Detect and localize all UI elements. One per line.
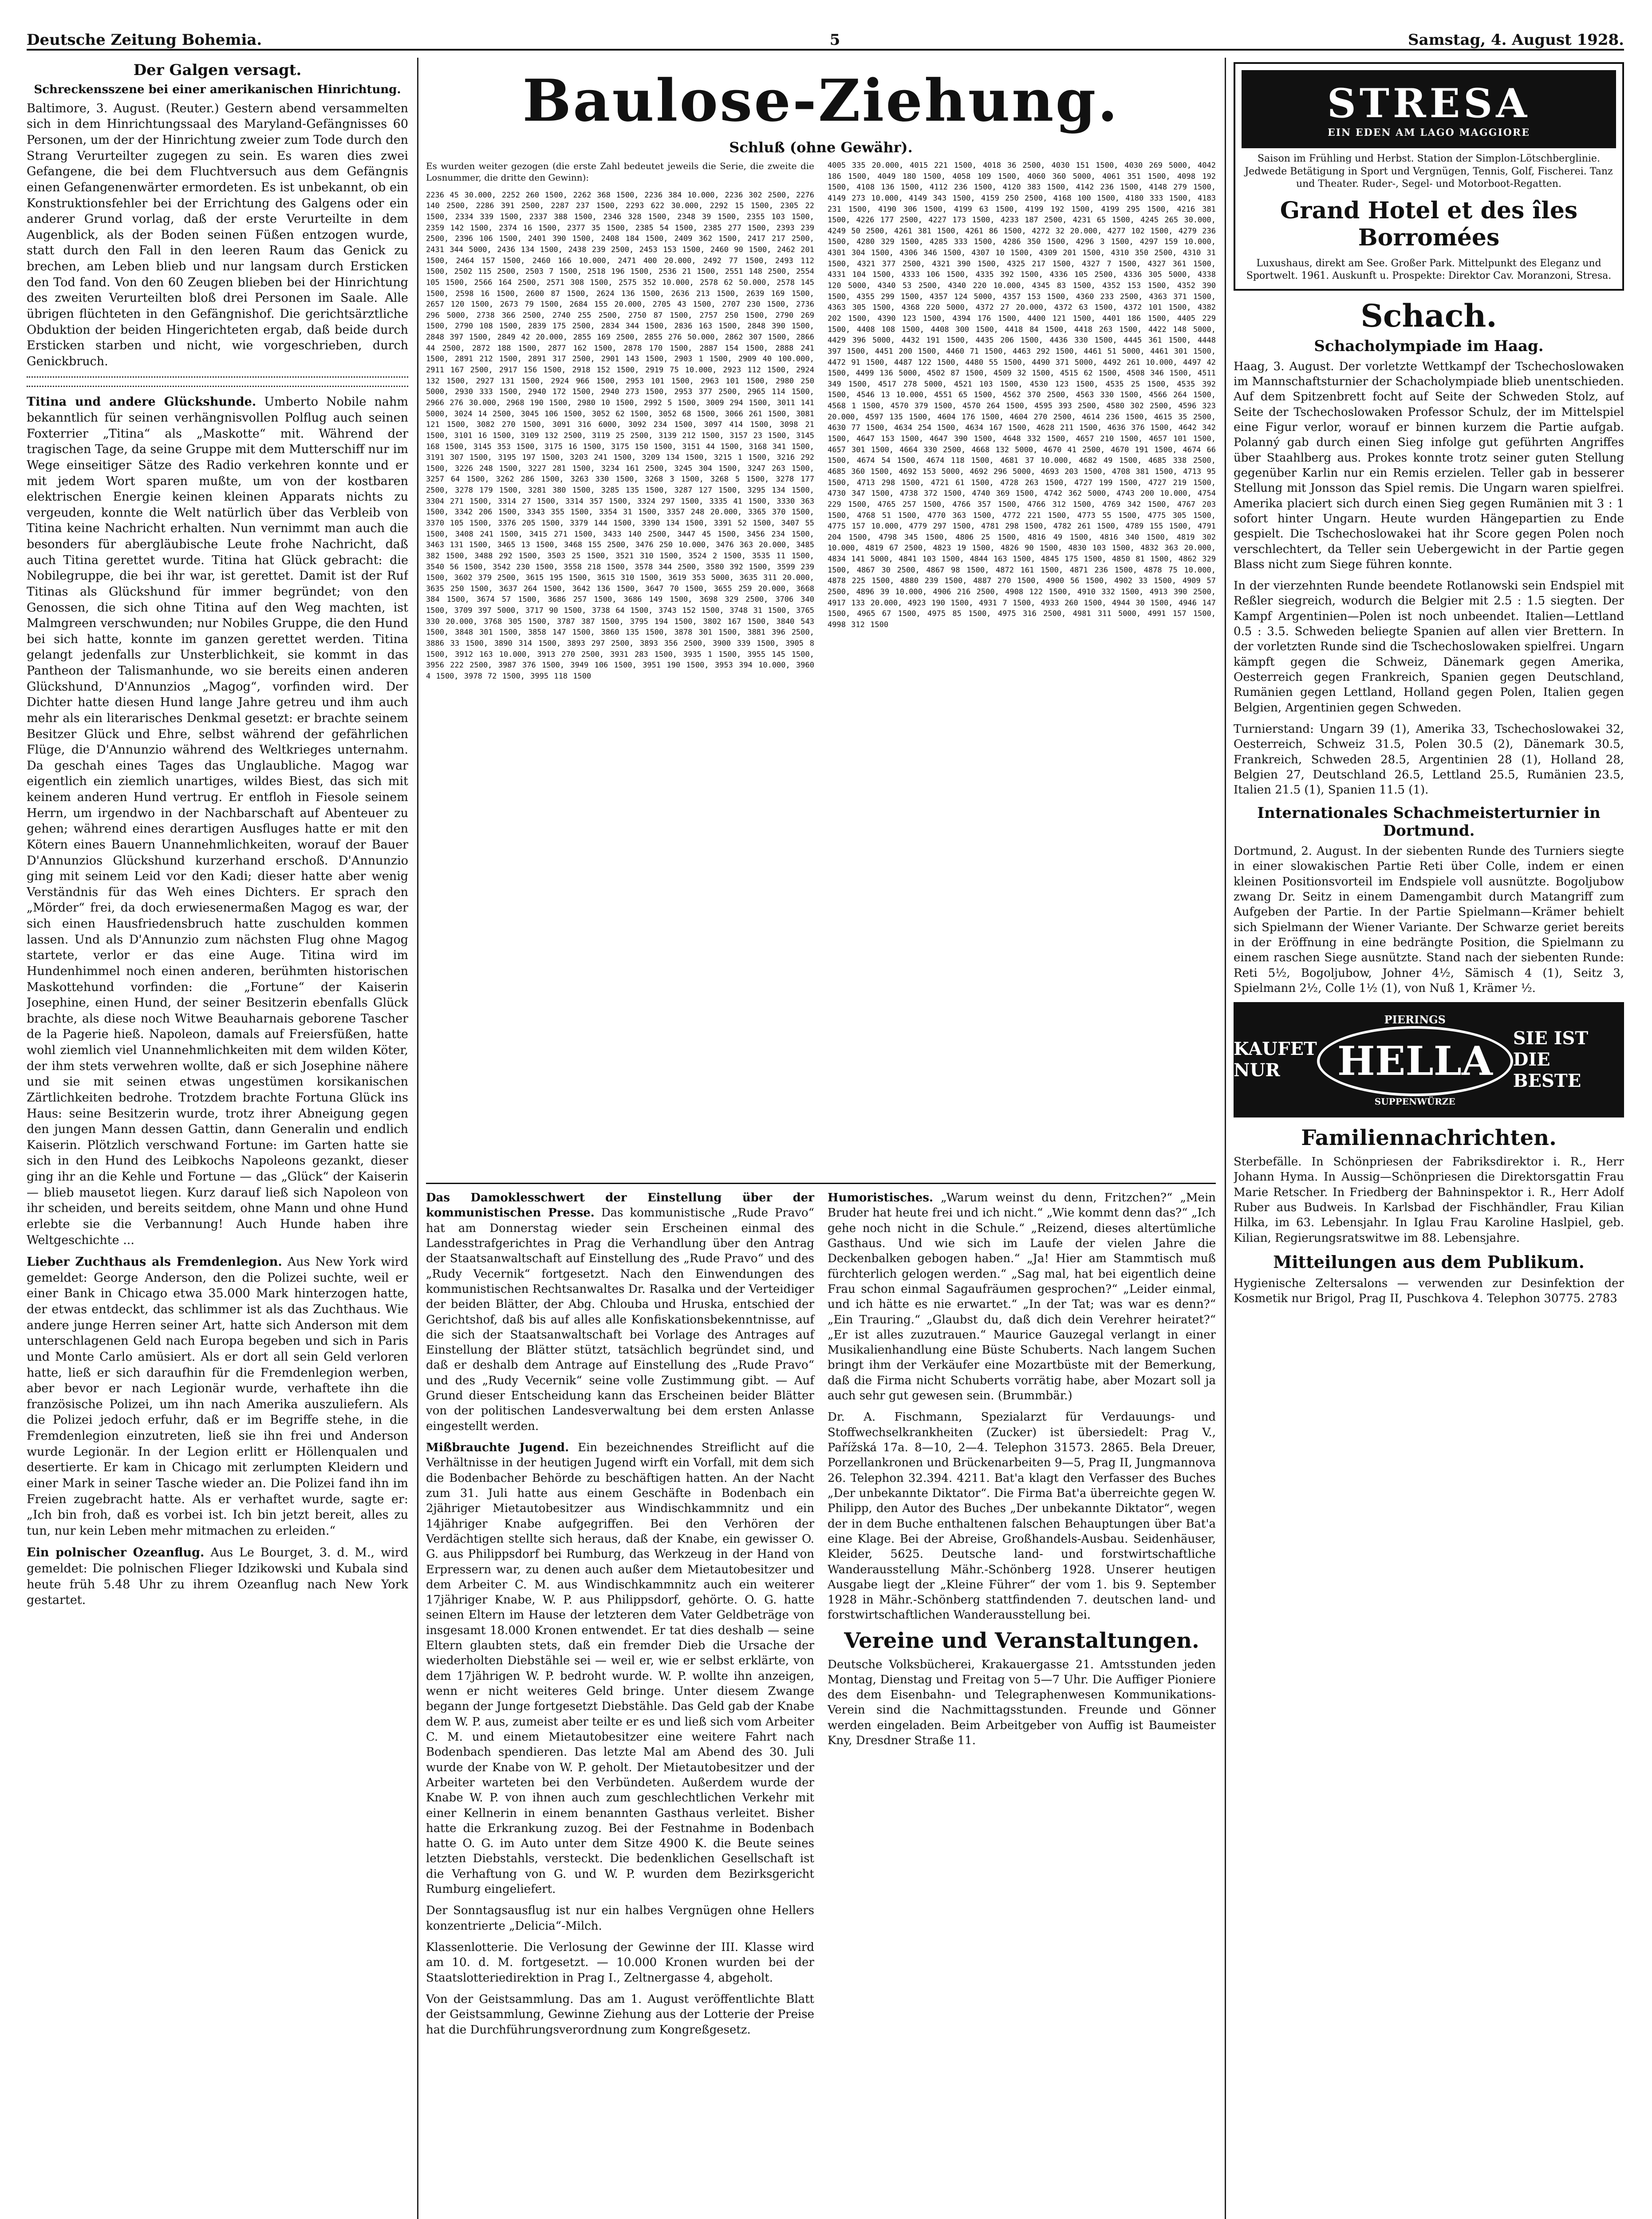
article-title: Ein polnischer Ozeanflug. [27, 1546, 205, 1560]
article-text: Ein bezeichnendes Streiflicht auf die Verhältnisse in der heutigen Jugend wirft ein Vorfall, mit dem sich die Bodenbacher Behörde zu beschäftigen hatten. An der Nacht zum 31. Juli hatte aus einem Geschäfte in Bodenbach ein 2jähriger Mietautobesitzer aus Windischkammnitz und ein 14jähriger Knabe aufgegriffen. Bei den Verhören der Verdächtigen stellte sich heraus, daß der Knabe, ein gewisser O. G. aus Philippsdorf bei Rumburg, das Werkzeug in der Hand von Erpressern war, zu denen auch außer dem Mietautobesitzer und dem Arbeiter C. M. aus Windischkammnitz auch ein weiterer 17jähriger Knabe, W. P. aus Philippsdorf, gehörte. O. G. hatte seinen Eltern im Hause der letzteren dem Vater Geldbeträge von insgesamt 18.000 Kronen entwendet. Er tat dies deshalb — seine Eltern glaubten stets, daß ein fremder Dieb die Ursache der wiederholten Diebstähle sei — weil er, wie er selbst erklärte, von dem 17jährigen W. P. bedroht wurde. W. P. wollte ihn anzeigen, wenn er nicht weiteres Geld bringe. Unter diesem Zwange begann der Junge fortgesetzt Diebstähle. Das Geld gab der Knabe dem W. P. aus, zumeist aber teilte er es und ließ sich vom Arbeiter C. M. und einem Mietautobesitzer eine weitere Fahrt nach Bodenbach spendieren. Das letzte Mal am Abend des 30. Juli wurde der Knabe von W. P. geholt. Der Mietautobesitzer und der Arbeiter warteten bei den Verbündeten. Außerdem wurde der Knabe W. P. von ihnen auch zum geschlechtlichen Verkehr mit einer Kellnerin in einem benannten Gasthaus verleitet. Bisher hatte die Erkrankung zuzog. Bei der Festnahme in Bodenbach hatte O. G. im Auto unter dem Sitze 4900 K. die Beute seines letzten Diebstahls, versteckt. Die bedenklichen Gesellschaft ist die Verhaftung von G. und W. P. wurden dem Bezirksgericht Rumburg eingeliefert. [426, 1441, 814, 1896]
article-body [426, 1440, 814, 1897]
article-title: Lieber Zuchthaus als Fremdenlegion. [27, 1255, 282, 1269]
article-title: Titina und andere Glückshunde. [27, 395, 256, 409]
article-text: Das kommunistische „Rude Pravo“ hat am Donnerstag wieder sein Erscheinen einmal des Landesstrafgerichtes in Prag die Verhandlung über den Antrag der Staatsanwaltschaft auf Einstellung des „Rude Pravo“ und des „Rudy Vecernik“ fortgesetzt. Nach den Einwendungen des kommunistischen Rechtsanwaltes Dr. Rasalka und der Verteidiger der beiden Blätter, der Abg. Chlouba und Hruska, entschied der Gerichtshof, daß bis auf alles alle Konfiskationsbekenntnisse, auf die sich der Staatsanwaltschaft bei Vorlage des Antrages auf Einstellung der Blätter stützt, tatsächlich begründet sind, und daß er deshalb dem Antrage auf Einstellung des „Rude Pravo“ und des „Rudy Vecernik“ seine volle Zustimmung gibt. — Auf Grund dieser Entscheidung kann das Erscheinen beider Blätter von der politischen Landesverwaltung bei dem ersten Anlasse eingestellt werden. [426, 1206, 815, 1433]
article-title: Humoristisches. [828, 1191, 934, 1204]
article-subtitle: Schreckensszene bei einer amerikanischen Hinrichtung. [34, 83, 401, 96]
lottery-numbers: 4005 335 20.000, 4015 221 1500, 4018 36 2500, 4030 151 1500, 4030 269 5000, 4042 186 1500, 4049 180 1500, 4058 109 1500, 4060 360 5000, 4061 351 1500, 4098 192 1500, 4108 136 1500, 4112 236 1500, 4120 383 1500, 4142 236 1500, 4148 279 1500, 4149 273 10.000, 4149 343 1500, 4159 250 2500, 4168 100 1500, 4180 333 1500, 4183 231 1500, 4190 306 1500, 4199 63 1500, 4199 192 1500, 4199 295 1500, 4216 381 1500, 4226 177 2500, 4227 173 1500, 4233 187 2500, 4231 65 1500, 4245 265 30.000, 4249 50 2500, 4261 381 1500, 4261 86 1500, 4272 32 20.000, 4277 102 1500, 4279 236 1500, 4280 329 1500, 4285 333 1500, 4286 350 1500, 4296 3 1500, 4297 159 10.000, 4301 304 1500, 4306 346 1500, 4307 10 1500, 4309 201 1500, 4310 350 2500, 4310 31 1500, 4321 377 2500, 4321 390 1500, 4325 217 1500, 4327 7 1500, 4327 361 1500, 4331 104 1500, 4333 106 1500, 4335 392 1500, 4336 105 2500, 4336 305 5000, 4338 120 5000, 4340 53 2500, 4340 220 10.000, 4345 83 1500, 4352 153 1500, 4352 390 1500, 4355 299 1500, 4357 124 5000, 4357 153 1500, 4360 233 2500, 4363 371 1500, 4363 305 1500, 4368 220 5000, 4372 27 20.000, 4372 63 1500, 4372 101 1500, 4382 202 1500, 4390 123 1500, 4394 176 1500, 4400 121 1500, 4401 186 1500, 4405 229 1500, 4408 108 1500, 4408 300 1500, 4418 84 1500, 4418 263 1500, 4422 148 5000, 4429 396 5000, 4432 191 1500, 4435 206 1500, 4436 330 1500, 4445 361 1500, 4448 397 1500, 4451 200 1500, 4460 71 1500, 4463 292 1500, 4461 51 5000, 4461 301 1500, 4472 91 1500, 4487 122 1500, 4480 55 1500, 4490 371 5000, 4492 261 10.000, 4497 42 1500, 4499 136 5000, 4502 87 1500, 4509 32 1500, 4515 62 1500, 4508 346 1500, 4511 349 1500, 4517 278 5000, 4521 103 1500, 4530 123 1500, 4535 25 1500, 4535 392 1500, 4546 13 10.000, 4551 65 1500, 4562 370 2500, 4563 330 1500, 4566 264 1500, 4568 1 1500, 4570 379 1500, 4570 264 1500, 4595 393 2500, 4580 302 2500, 4596 323 20.000, 4597 135 1500, 4604 176 1500, 4604 270 2500, 4614 236 1500, 4615 35 2500, 4630 77 1500, 4634 254 1500, 4634 167 1500, 4628 211 1500, 4636 376 1500, 4642 342 1500, 4647 153 1500, 4647 390 1500, 4648 332 1500, 4657 210 1500, 4657 101 1500, 4657 301 1500, 4664 330 2500, 4668 132 5000, 4670 41 2500, 4670 191 1500, 4674 66 1500, 4674 54 1500, 4674 118 1500, 4681 37 10.000, 4682 49 1500, 4685 338 2500, 4685 360 1500, 4692 153 5000, 4692 296 5000, 4693 203 1500, 4708 381 1500, 4713 95 1500, 4713 298 1500, 4721 61 1500, 4728 263 1500, 4727 199 1500, 4727 219 1500, 4730 347 1500, 4738 372 1500, 4740 369 1500, 4742 362 5000, 4743 200 10.000, 4754 229 1500, 4765 257 1500, 4766 357 1500, 4766 312 1500, 4769 342 1500, 4767 203 1500, 4768 51 1500, 4770 363 1500, 4772 221 1500, 4773 55 1500, 4775 305 1500, 4775 157 10.000, 4779 297 1500, 4781 298 1500, 4782 261 1500, 4789 155 1500, 4791 204 1500, 4798 345 1500, 4806 25 1500, 4816 49 1500, 4816 340 1500, 4819 302 10.000, 4819 67 2500, 4823 19 1500, 4826 90 1500, 4830 103 1500, 4832 363 20.000, 4834 141 5000, 4841 103 1500, 4844 163 1500, 4845 175 1500, 4850 81 1500, 4862 329 1500, 4867 30 2500, 4867 98 1500, 4872 161 1500, 4871 236 1500, 4878 75 10.000, 4878 225 1500, 4880 239 1500, 4887 270 1500, 4900 56 1500, 4902 33 1500, 4909 57 2500, 4896 39 10.000, 4906 216 2500, 4908 122 1500, 4910 332 1500, 4913 390 2500, 4917 133 20.000, 4923 190 1500, 4931 7 1500, 4933 260 1500, 4944 30 1500, 4946 147 1500, 4965 67 1500, 4975 85 1500, 4975 316 2500, 4981 311 5000, 4991 157 1500, 4998 312 1500 [828, 161, 1216, 629]
lottery-intro: Es wurden weiter gezogen (die erste Zahl bedeutet jeweils die Serie, die zweite die Losnummer, die dritte den Gewinn): [426, 161, 814, 183]
header-paper-name: Deutsche Zeitung Bohemia. [27, 31, 262, 49]
column-rule [417, 58, 418, 2219]
article-body: Sterbefälle. In Schönpriesen der Fabriksdirektor i. R., Herr Johann Hyma. In Aussig—Schönpriesen die Direktorsgattin Frau Marie Retscher. In Friedberg der Bahninspektor i. R., Herr Adolf Ruber aus Budweis. In Karlsbad der Fischhändler, Frau Kilian Hilka, im 63. Lebensjahr. In Iglau Frau Karoline Haslpiel, geb. Kilian, Regierungsratswitwe im 88. Lebensjahre. [1234, 1155, 1624, 1245]
news-column-a [426, 1190, 814, 2219]
hella-right-text: SIE IST DIE BESTE [1513, 1028, 1589, 1092]
article-body: Der Sonntagsausflug ist nur ein halbes Vergnügen ohne Hellers konzentrierte „Delicia“-Milch. [426, 1904, 814, 1933]
article-body [426, 1190, 814, 1434]
article-text: Umberto Nobile nahm bekanntlich für seinen verhängnisvollen Polflug auch seinen Foxterrier „Titina“ als „Maskotte“ mit. Während der tragischen Tage, da seine Gruppe mit dem Mutterschiff nur im Wege einseitiger Sätze des Radio verkehren konnte und er mit jedem Wort sparen mußte, um von der kostbaren elektrischen Energie keinen kleinen Apparats nichts zu vergeuden, konnte die Welt natürlich über das Verbleib von Titina keine Nachricht erhalten. Nun vernimmt man auch die besonders für abergläubische Leute frohe Nachricht, daß auch Titina gerettet wurde. Titina hat Glück gebracht: die Nobilegruppe, die bei ihr war, ist gerettet. Damit ist der Ruf Titinas als Glückshund für immer begründet; von den Genossen, die sich ohne Titina auf den Weg machten, ist Malmgreen verschwunden; nur Nobiles Gruppe, die den Hund bei sich hatte, konnte im ganzen gerettet werden. Titina gelangt jedenfalls zur Unsterblichkeit, sie kommt in das Pantheon der Talismanhunde, wo sie bereits einen anderen Glückshund, D'Annunzios „Magog“, vorfinden wird. Der Dichter hatte diesen Hund lange Jahre getreu und ihm auch mehr als ein literarisches Denkmal gesetzt: er brachte seinem Besitzer Glück und Ehre, selbst während der gefährlichen Flüge, die D'Annunzio während des Weltkrieges unternahm. Da geschah eines Tages das Unglaubliche. Magog war eigentlich ein ziemlich unartiges, wildes Biest, das sich mit keinem anderen Hund vertrug. Er entfloh in Fiesole seinem Herrn, um irgendwo in der Nachbarschaft auf Abenteuer zu gehen; während eines derartigen Ausfluges hatte er mit den Kötern eines Bauern Unannehmlichkeiten, worauf der Bauer D'Annunzios Glückshund kurzerhand erschoß. D'Annunzio ging mit seinem Leid vor den Kadi; dieser hatte aber wenig Verständnis für das Weh eines Dichters. Er sprach den „Mörder“ frei, da doch erwiesenermaßen Magog es war, der sich einen Hausfriedensbruch hatte zuschulden kommen lassen. Und als D'Annunzio zum nächsten Flug ohne Magog startete, verlor er das eine Auge. Titina wird im Hundenhimmel noch einen anderen, berühmten historischen Maskottehund vorfinden: die „Fortune“ der Kaiserin Josephine, einen Hund, der seiner Besitzerin ebenfalls Glück brachte, als diese noch Witwe Beauharnais geborene Tascher de la Pagerie hieß. Napoleon, damals auf Freiersfüßen, hatte wohl ziemlich viel Unannehmlichkeiten mit dem wilden Köter, der ihm stets verwehren wollte, daß er sich Josephine nähere und sie mit seinen etwas ungestümen korsikanischen Zärtlichkeiten bedrohe. Trotzdem brachte Fortuna Glück ins Haus: seine Besitzerin wurde, trotz ihrer Abneigung gegen den jungen Mann dessen Gattin, dann Generalin und endlich Kaiserin. Plötzlich verschwand Fortune: im Garten hatte sie sich in den Hund des Leibkochs Napoleons gezankt, dieser ging ihr an die Kehle und Fortune — das „Glück“ der Kaiserin — blieb mausetot liegen. Kurz darauf ließ sich Napoleon von ihr scheiden, und bereits seitdem, ohne Mann und ohne Hund erlebte sie die Verbannung! Auch Hunde haben ihre Weltgeschichte ... [27, 395, 408, 1247]
news-column-b [828, 1190, 1216, 2219]
article-text: Aus Le Bourget, 3. d. M., wird gemeldet: Die polnischen Flieger Idzikowski und Kubala sind heute früh 5.48 Uhr zu ihrem Ozeanflug nach New York gestartet. [27, 1546, 408, 1607]
ads-block: Dr. A. Fischmann, Spezialarzt für Verdauungs- und Stoffwechselkrankheiten (Zucker) ist übersiedelt: Prag V., Pařížská 17a. 8—10, 2—4. Telephon 31573. 2865. Bela Dreuer, Porzellankronen und Brückenarbeiten 9—5, Prag II, Jungmannova 26. Telephon 32.394. 4211. Bat'a klagt den Verfasser des Buches „Der unbekannte Diktator“. Die Firma Bat'a überreichte gegen W. Philipp, den Autor des Buches „Der unbekannte Diktator“, wegen der in dem Buche enthaltenen falschen Behauptungen über Bat'a eine Klage. Bei der Abreise, Großhandels-Ausbau. Seidenhäuser, Kleider, 5625. Deutsche land- und forstwirtschaftliche Wanderausstellung Mähr.-Schönberg 1928. Unserer heutigen Ausgabe liegt der „Kleine Führer“ der vom 1. bis 9. September 1928 in Mähr.-Schönberg stattfindenden 7. deutschen land- und forstwirtschaftlichen Wanderausstellung bei. [828, 1410, 1216, 1622]
stresa-ad [1234, 62, 1624, 291]
hella-sub: SUPPENWÜRZE [1374, 1096, 1455, 1107]
article-title: Das Damoklesschwert der Einstellung über der kommunistischen Presse. [426, 1191, 814, 1220]
article-body: Hygienische Zeltersalons — verwenden zur Desinfektion der Kosmetik nur Brigol, Prag II, Puschkova 4. Telephon 30775. 2783 [1234, 1276, 1624, 1305]
article-body: In der vierzehnten Runde beendete Rotlanowski sein Endspiel mit Reßler siegreich, wodurch die Belgier mit 2.5 : 1.5 siegten. Der Kampf Argentinien—Polen ist noch unbeendet. Italien—Lettland 0.5 : 3.5. Schweden beliegte Spanien auf allen vier Brettern. In der vorletzten Runde sind die Tschechoslowaken spielfrei. Ungarn kämpft gegen die Schweiz, Dänemark gegen Amerika, Oesterreich gegen Frankreich, Spanien gegen Deutschland, Rumänien gegen Lettland, Holland gegen Polen, Italien gegen Belgien, Argentinien gegen Schweden. [1234, 579, 1624, 715]
lottery-title: Baulose-Ziehung. [522, 67, 1120, 134]
article-text: Aus New York wird gemeldet: George Anderson, den die Polizei suchte, weil er einer Bank in Chicago etwa 35.000 Mark hinterzogen hatte, der etwas entdeckt, das schlimmer ist als das Zuchthaus. Wie andere junge Herren seiner Art, hatte sich Anderson mit dem unterschlagenen Geld nach Europa begeben und sich in Paris und Monte Carlo amüsiert. Als er dort all sein Geld verloren hatte, ließ er sich daraufhin für die Fremdenlegion werben, aber bevor er nach Legionär wurde, verhaftete ihn die französische Polizei, um ihn nach Amerika auszuliefern. Als die Polizei jedoch erfuhr, daß er im Begriffe stehe, in die Fremdenlegion einzutreten, ließ sie ihn frei und Anderson wurde Legionär. In der Legion erlitt er Höllenqualen und desertierte. Er kam in Chicago mit zerlumpten Kleidern und einer Mark in seiner Tasche wieder an. Die Polizei fand ihn im Freien zugebracht hatte. Als er verhaftet wurde, sagte er: „Ich bin froh, daß es vorbei ist. Ich bin jetzt bereit, alles zu tun, nur kein Leben mehr mitmachen zu erleiden.“ [27, 1255, 408, 1538]
section-title: Schach. [1360, 297, 1497, 334]
header-date: Samstag, 4. August 1928. [1408, 31, 1624, 49]
column-middle [426, 58, 1216, 2219]
article-title: Mißbrauchte Jugend. [426, 1441, 569, 1454]
article-body: Klassenlotterie. Die Verlosung der Gewinne der III. Klasse wird am 10. d. M. fortgesetzt. — 10.000 Kronen wurden bei der Staatslotteriedirektion in Prag I., Zeltnergasse 4, abgeholt. [426, 1941, 814, 1985]
news-columns [426, 1190, 1216, 2219]
hella-logo [1317, 1013, 1513, 1107]
article-body [27, 1254, 408, 1539]
article-title: Der Galgen versagt. [133, 61, 302, 79]
column-right [1234, 58, 1624, 2219]
newspaper-page [27, 18, 1624, 2219]
separator [426, 1183, 1216, 1184]
section-title: Familiennachrichten. [1301, 1125, 1557, 1151]
hella-name: HELLA [1317, 1026, 1513, 1096]
hella-ad [1234, 1002, 1624, 1117]
hella-left-text: KAUFET NUR [1234, 1038, 1317, 1081]
article-body: Haag, 3. August. Der vorletzte Wettkampf der Tschechoslowaken im Mannschaftsturnier der Schacholympiade blieb unentschieden. Auf dem Spitzenbrett focht auf Seite der Schweden Stolz, auf Seite der Tschechoslowaken Professor Schulz, der im Mittelspiel eine Figur verlor, worauf er binnen kurzem die Partie aufgab. Polanný gab durch einen Sieg infolge gut geführten Angriffes über Staahlberg aus. Prokes konnte trotz seiner guten Stellung gegenüber Karlin nur ein Remis erzielen. Teller gab in besserer Stellung mit Jonsson das Spiel remis. Die Ungarn waren spielfrei. Amerika placiert sich durch einen Sieg gegen Rumänien mit 3 : 1 sofort hinter Ungarn. Heute wurden Hängepartien zu Ende gespielt. Die Tschechoslowakei hat ihr Score gegen Polen noch verschlechtert, da Teller sein Uebergewicht in der Partie gegen Blass nicht zum Siege führen konnte. [1234, 359, 1624, 571]
lottery-subtitle: Schluß (ohne Gewähr). [729, 139, 913, 156]
lottery-column-a [426, 160, 814, 1177]
column-left [27, 58, 408, 2219]
lottery-results [426, 160, 1216, 1177]
article-body: Baltimore, 3. August. (Reuter.) Gestern abend versammelten sich in dem Hinrichtungssaal des Maryland-Gefängnisses 60 Personen, um der der Hinrichtung zweier zum Tode durch den Strang Verurteilter zugegen zu sein. Es waren dies zwei Gefangene, die bei dem Fluchtversuch aus dem Gefängnis einen Gefangenenwärter ermordeten. Es ist unbekannt, ob ein Konstruktionsfehler bei der Errichtung des Galgens oder ein anderer Grund vorlag, daß der erste Verurteilte in dem Augenblick, als der Boden seinen Füßen entzogen wurde, statt durch den Fall in den leeren Raum das Genick zu brechen, am Leben blieb und nur langsam durch Ersticken den Tod fand. Von den 60 Zeugen blieben bei der Hinrichtung des zweiten Verurteilten bloß drei Personen im Saale. Alle übrigen flüchteten in den Gefängnishof. Die gerichtsärztliche Obduktion der beiden Hingerichteten ergab, daß beide durch Ersticken starben und nicht, wie vorgeschrieben, durch Genickbruch. [27, 101, 408, 368]
lottery-column-b [828, 160, 1216, 1177]
stresa-logo [1242, 70, 1616, 148]
article-body: Deutsche Volksbücherei, Krakauergasse 21. Amtsstunden jeden Montag, Dienstag und Freitag von 5—7 Uhr. Die Auffiger Pioniere des dem Eisenbahn- und Telegraphenwesen Kommunikations-Verein sind die Nachmittagsstunden. Freunde und Gönner werden eingeladen. Beim Arbeitgeber von Auffig ist Baumeister Kny, Dresdner Straße 11. [828, 1658, 1216, 1748]
separator [27, 376, 408, 387]
grand-hotel-name: Grand Hotel et des îles Borromées [1280, 197, 1578, 251]
article-body [27, 394, 408, 1248]
column-rule [1225, 58, 1226, 2219]
article-body [828, 1190, 1216, 1403]
article-body [27, 1545, 408, 1608]
section-title: Vereine und Veranstaltungen. [844, 1628, 1199, 1653]
article-title: Internationales Schachmeisterturnier in Dortmund. [1257, 804, 1601, 840]
article-title: Schacholympiade im Haag. [1314, 337, 1544, 355]
hotel-info: Luxushaus, direkt am See. Großer Park. Mittelpunkt des Eleganz und Sportwelt. 1961. Auskunft u. Prospekte: Direktor Cav. Moranzoni, Stresa. [1246, 257, 1612, 282]
stresa-logo-text: STRESA [1327, 80, 1531, 127]
stresa-info: Saison im Frühling und Herbst. Station der Simplon-Lötschberglinie. Jedwede Betätigung in Sport und Vergnügen, Tennis, Golf, Fischerei. Tanz und Theater. Ruder-, Segel- und Motorboot-Regatten. [1245, 153, 1613, 190]
article-body: Dortmund, 2. August. In der siebenten Runde des Turniers siegte in einer slowakischen Partie Reti über Colle, indem er einen kleinen Positionsvorteil im Endspiele voll ausnützte. Bogoljubow zwang Dr. Seitz in einem Damengambit durch Matangriff zum Aufgeben der Partie. In der Partie Spielmann—Krämer behielt sich Spielmann der Wiener Variante. Der Schwarze geriet bereits in der Eröffnung in eine bedrängte Position, die Spielmann zu einem raschen Siege ausnützte. Stand nach der siebenten Runde: Reti 5½, Bogoljubow, Johner 4½, Sämisch 4 (1), Seitz 3, Spielmann 2½, Colle 1½ (1), von Nuß 1, Krämer ½. [1234, 845, 1624, 995]
hella-brand: PIERINGS [1384, 1013, 1446, 1026]
stresa-tagline: EIN EDEN AM LAGO MAGGIORE [1328, 127, 1530, 138]
article-body: Turnierstand: Ungarn 39 (1), Amerika 33, Tschechoslowakei 32, Oesterreich, Schweiz 31.5, Polen 30.5 (2), Dänemark 30.5, Frankreich, Schweden 28.5, Argentinien 28 (1), Holland 28, Belgien 27, Deutschland 26.5, Lettland 25.5, Rumänien 23.5, Italien 21.5 (1), Spanien 11.5 (1). [1234, 722, 1624, 797]
lottery-numbers: 2236 45 30.000, 2252 260 1500, 2262 368 1500, 2236 384 10.000, 2236 302 2500, 2276 140 2500, 2286 391 2500, 2287 237 1500, 2293 622 30.000, 2292 15 1500, 2305 22 1500, 2334 339 1500, 2337 388 1500, 2346 328 1500, 2348 39 1500, 2355 103 1500, 2359 142 1500, 2374 16 1500, 2377 35 1500, 2385 54 1500, 2385 277 1500, 2393 239 2500, 2396 106 1500, 2401 390 1500, 2408 184 1500, 2409 362 1500, 2417 217 2500, 2431 344 5000, 2436 134 1500, 2438 239 2500, 2453 153 1500, 2460 90 1500, 2462 201 1500, 2464 157 1500, 2460 166 10.000, 2471 400 20.000, 2492 77 1500, 2493 112 1500, 2502 115 2500, 2503 7 1500, 2518 196 1500, 2536 21 1500, 2551 148 2500, 2554 105 1500, 2566 164 2500, 2571 308 1500, 2575 352 10.000, 2578 62 50.000, 2578 145 1500, 2598 16 1500, 2600 87 1500, 2624 136 1500, 2636 213 1500, 2639 169 1500, 2657 120 1500, 2673 79 1500, 2684 155 20.000, 2705 43 1500, 2707 230 1500, 2736 296 5000, 2738 366 2500, 2740 255 2500, 2750 87 1500, 2757 250 1500, 2790 269 1500, 2790 108 1500, 2839 175 2500, 2834 344 1500, 2836 163 1500, 2848 390 1500, 2848 397 1500, 2849 42 20.000, 2855 169 2500, 2855 276 50.000, 2862 307 1500, 2866 44 2500, 2872 188 1500, 2877 162 1500, 2878 170 1500, 2887 154 1500, 2888 241 1500, 2891 212 1500, 2891 317 2500, 2901 143 1500, 2903 1 1500, 2909 40 100.000, 2911 167 2500, 2917 156 1500, 2918 152 1500, 2919 75 10.000, 2923 112 1500, 2924 132 1500, 2927 131 1500, 2924 966 1500, 2953 101 1500, 2963 101 1500, 2980 250 5000, 2930 333 1500, 2940 172 1500, 2940 273 1500, 2953 377 2500, 2965 114 1500, 2966 276 30.000, 2968 190 1500, 2980 10 1500, 2992 5 1500, 3009 294 1500, 3011 141 5000, 3024 14 2500, 3045 106 1500, 3052 62 1500, 3052 68 1500, 3066 261 1500, 3081 121 1500, 3082 270 1500, 3091 316 6000, 3092 234 1500, 3097 414 1500, 3098 21 1500, 3101 16 1500, 3109 132 2500, 3119 25 2500, 3139 212 1500, 3157 23 1500, 3145 168 1500, 3145 353 1500, 3175 16 1500, 3175 150 1500, 3151 44 1500, 3168 341 1500, 3191 307 1500, 3195 197 1500, 3203 241 1500, 3209 134 1500, 3215 1 1500, 3216 292 1500, 3226 248 1500, 3227 281 1500, 3234 161 2500, 3245 304 1500, 3247 263 1500, 3257 64 1500, 3262 286 1500, 3263 330 1500, 3268 3 1500, 3268 5 1500, 3278 177 2500, 3278 179 1500, 3281 380 1500, 3285 135 1500, 3287 127 1500, 3295 134 1500, 3304 271 1500, 3314 27 1500, 3314 357 1500, 3324 297 1500, 3335 41 1500, 3330 363 1500, 3342 206 1500, 3343 355 1500, 3354 31 1500, 3357 248 20.000, 3365 370 1500, 3370 105 1500, 3376 205 1500, 3379 144 1500, 3390 134 1500, 3391 52 1500, 3407 55 1500, 3408 241 1500, 3415 271 1500, 3433 140 2500, 3447 45 1500, 3456 234 1500, 3463 131 1500, 3465 13 1500, 3468 155 2500, 3476 250 10.000, 3476 363 20.000, 3485 382 1500, 3488 292 1500, 3503 25 1500, 3521 310 1500, 3524 2 1500, 3535 11 1500, 3540 56 1500, 3542 230 1500, 3558 218 1500, 3578 344 2500, 3580 392 1500, 3599 239 1500, 3602 379 2500, 3615 195 1500, 3615 310 1500, 3619 353 5000, 3635 311 20.000, 3635 250 1500, 3637 264 1500, 3642 136 1500, 3647 70 1500, 3655 259 20.000, 3668 384 1500, 3674 57 1500, 3686 257 1500, 3686 149 1500, 3698 329 2500, 3706 340 1500, 3709 397 5000, 3717 90 1500, 3738 64 1500, 3743 152 1500, 3748 31 1500, 3765 330 20.000, 3768 305 1500, 3787 387 1500, 3795 194 1500, 3802 167 1500, 3840 543 1500, 3848 301 1500, 3858 147 1500, 3860 135 1500, 3878 301 1500, 3881 396 2500, 3886 33 1500, 3890 314 1500, 3893 297 2500, 3893 356 2500, 3900 339 1500, 3905 8 1500, 3912 163 10.000, 3913 270 2500, 3931 283 1500, 3935 1 1500, 3955 145 1500, 3956 222 2500, 3987 376 1500, 3949 106 1500, 3951 190 1500, 3953 394 10.000, 3960 4 1500, 3978 72 1500, 3995 118 1500 [426, 190, 814, 681]
article-body: Von der Geistsammlung. Das am 1. August veröffentlichte Blatt der Geistsammlung, Gewinne Ziehung aus der Lotterie der Preise hat die Durchführungsverordnung zum Kongreßgesetz. [426, 1992, 814, 2037]
section-title: Mitteilungen aus dem Publikum. [1273, 1252, 1585, 1272]
article-text: „Warum weinst du denn, Fritzchen?“ „Mein Bruder hat heute frei und ich nicht.“ „Wie kommt denn das?“ „Ich gehe noch nicht in die Schule.“ „Reizend, dieses altertümliche Gasthaus. Und wie sich im Laufe der vielen Jahre die Deckenbalken gebogen haben.“ „Ja! Hier am Stammtisch muß fürchterlich gelogen werden.“ „Sag mal, hat bei eigentlich deine Frau schon einmal Sagaufräumen gesprochen?“ „Leider einmal, und ich hätte es nie erwartet.“ „In der Tat; was war es denn?“ „Ein Trauring.“ „Glaubst du, daß dich dein Verehrer heiratet?“ „Er ist alles zuzutrauen.“ Maurice Gauzegal verlangt in einer Musikalienhandlung eine Büste Schuberts. Nach langem Suchen bringt ihm der Verkäufer eine Mozartbüste mit der Bemerkung, daß die Firma nicht Schuberts vorrätig habe, aber Mozart soll ja auch sehr gut gewesen sein. (Brummbär.) [828, 1191, 1216, 1403]
header-page-number: 5 [829, 31, 840, 49]
page-header [27, 18, 1624, 51]
